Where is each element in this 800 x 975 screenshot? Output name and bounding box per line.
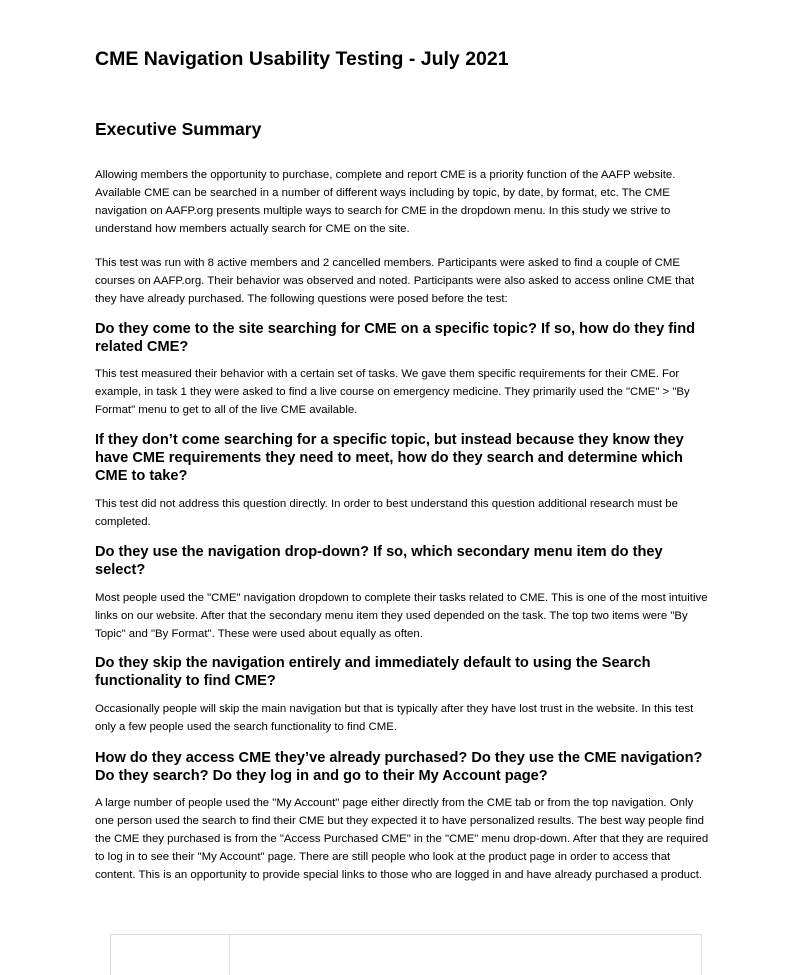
question-5-heading: How do they access CME they’ve already purchased? Do they use the CME navigation? Do they search? Do they log in and go to their My Account page? xyxy=(95,750,703,784)
question-3-answer: Most people used the "CME" navigation dropdown to complete their tasks related to CME. This is one of the most intuitive links on our website. After that the secondary menu item they used depended on the task. The top two items were "By Topic" and "By Format". These were used about equally as often. xyxy=(95,592,708,640)
document-title: CME Navigation Usability Testing - July 2021 xyxy=(95,48,509,70)
question-4-heading: Do they skip the navigation entirely and immediately default to using the Search functionality to find CME? xyxy=(95,655,651,689)
question-4-answer: Occasionally people will skip the main navigation but that is typically after they have lost trust in the website. In this test only a few people used the search functionality to find CME. xyxy=(95,703,694,733)
question-1-heading: Do they come to the site searching for CME on a specific topic? If so, how do they find related CME? xyxy=(95,321,696,355)
table-column-divider xyxy=(229,935,230,975)
question-1-answer: This test measured their behavior with a certain set of tasks. We gave them specific requirements for their CME. For example, in task 1 they were asked to find a live course on emergency medicine. They primarily used the "CME" > "By Format" menu to get to all of the live CME available. xyxy=(95,368,690,416)
question-5-answer: A large number of people used the "My Account" page either directly from the CME tab or from the top navigation. Only one person used the search to find their CME but they expected it to have personalized results. The best way people find the CME they purchased is from the "Access Purchased CME" in the "CME" menu drop-down. After that they are required to log in to see their "My Account" page. There are still people who look at the product page in order to access that content. This is an opportunity to provide special links to those who are logged in and have already purchased a product. xyxy=(95,797,709,881)
intro-paragraph-2: This test was run with 8 active members and 2 cancelled members. Participants were asked to find a couple of CME courses on AAFP.org. Their behavior was observed and noted. Participants were also asked to access online CME that they have already purchased. The following questions were posed before the test: xyxy=(95,257,695,305)
table-top-edge xyxy=(110,934,702,975)
question-2-answer: This test did not address this question directly. In order to best understand this question additional research must be completed. xyxy=(95,498,678,528)
question-3-heading: Do they use the navigation drop-down? If so, which secondary menu item do they select? xyxy=(95,544,663,578)
question-2-heading: If they don’t come searching for a specific topic, but instead because they know they have CME requirements they need to meet, how do they search and determine which CME to take? xyxy=(95,432,684,484)
intro-paragraph-1: Allowing members the opportunity to purchase, complete and report CME is a priority function of the AAFP website. Available CME can be searched in a number of different ways including by topic, by date, by format, etc. The CME navigation on AAFP.org presents multiple ways to search for CME in the dropdown menu. In this study we strive to understand how members actually search for CME on the site. xyxy=(95,169,676,235)
executive-summary-heading: Executive Summary xyxy=(95,119,262,139)
